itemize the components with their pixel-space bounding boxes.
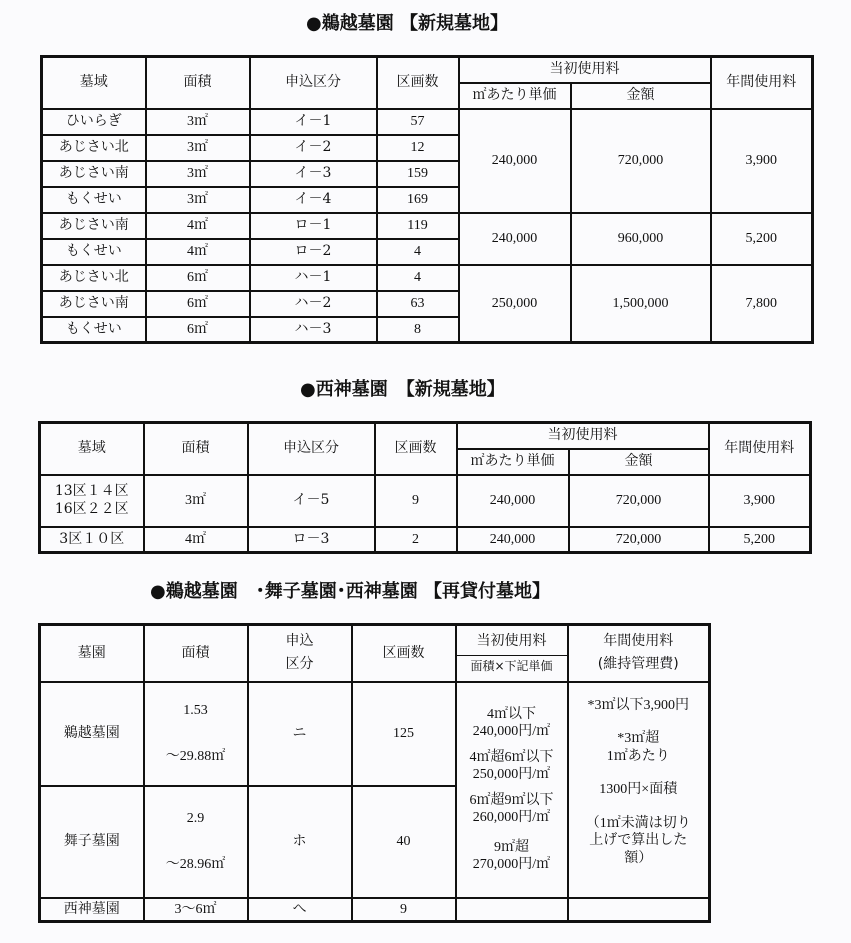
header-plots: 区画数 — [352, 625, 456, 682]
area-name-cell — [40, 475, 144, 527]
size-line: ～28.96㎡ — [165, 856, 226, 872]
size-line: ～29.88㎡ — [165, 748, 226, 764]
unit-price-list — [456, 682, 568, 898]
table-row — [40, 527, 811, 553]
annual-fee-cell: 7,800 — [711, 265, 813, 343]
section2-title: ●西神墓園 【新規墓地】 — [300, 379, 505, 400]
header-plots: 区画数 — [375, 423, 457, 475]
annual-fee-cell: 3,900 — [709, 475, 811, 527]
section1-title: ●鵜越墓園 【新規墓地】 — [306, 13, 508, 34]
area-name-cell: あじさい北 — [42, 265, 146, 291]
table-row — [40, 475, 811, 527]
plots-cell: 159 — [377, 161, 459, 187]
plots-cell: 8 — [377, 317, 459, 343]
size-cell: 4㎡ — [146, 213, 250, 239]
category-cell: イ－3 — [250, 161, 377, 187]
annual-note-line: 上げで算出した — [589, 833, 688, 848]
unit-price-value: 250,000円/㎡ — [472, 767, 551, 782]
area-name-cell: あじさい南 — [42, 291, 146, 317]
annual-note-line: *3㎡超 — [617, 731, 660, 746]
header-area-name: 墓域 — [40, 423, 144, 475]
table-row — [40, 682, 710, 786]
table-row — [42, 265, 813, 291]
category-cell: イ－2 — [250, 135, 377, 161]
annual-fee-cell: 3,900 — [711, 109, 813, 213]
plots-cell: 4 — [377, 265, 459, 291]
annual-note-line: 1㎡あたり — [606, 748, 670, 764]
plots-cell: 57 — [377, 109, 459, 135]
size-cell: 6㎡ — [146, 265, 250, 291]
cemetery-cell: 西神墓園 — [40, 898, 144, 922]
header-annual-fee — [568, 625, 710, 682]
header-category: 申込区分 — [250, 57, 377, 109]
header-category — [248, 625, 352, 682]
plots-cell: 9 — [352, 898, 456, 922]
header-category-line: 申込 — [285, 632, 314, 649]
category-cell: ホ — [248, 786, 352, 898]
table-row — [42, 109, 813, 135]
section1-table — [40, 55, 814, 344]
area-name-cell: もくせい — [42, 317, 146, 343]
size-cell: 3㎡ — [146, 109, 250, 135]
header-amount: 金額 — [569, 449, 709, 475]
area-name-line: 13区１４区 — [54, 483, 129, 499]
unit-price-cell: 250,000 — [459, 265, 571, 343]
area-name-cell: 3区１０区 — [40, 527, 144, 553]
size-cell: 6㎡ — [146, 317, 250, 343]
area-name-cell: あじさい南 — [42, 161, 146, 187]
header-area-name: 墓域 — [42, 57, 146, 109]
header-initial-fee: 当初使用料 — [457, 423, 709, 449]
area-name-line: 16区２２区 — [54, 500, 129, 517]
category-cell: ニ — [248, 682, 352, 786]
header-plots: 区画数 — [377, 57, 459, 109]
header-annual-fee: 年間使用料 — [709, 423, 811, 475]
header-annual-fee-line: 年間使用料 — [603, 632, 674, 649]
size-cell: 3㎡ — [144, 475, 248, 527]
header-cemetery: 墓園 — [40, 625, 144, 682]
unit-price-value: 260,000円/㎡ — [472, 810, 551, 825]
unit-price-condition: 4㎡以下 — [487, 706, 536, 722]
cemetery-cell: 鵜越墓園 — [40, 682, 144, 786]
category-cell: ロ－3 — [248, 527, 375, 553]
category-cell: ハ－1 — [250, 265, 377, 291]
unit-price-item — [457, 839, 567, 874]
size-cell: 3～6㎡ — [144, 898, 248, 922]
area-name-cell: あじさい南 — [42, 213, 146, 239]
section2-table — [38, 421, 812, 554]
area-name-cell: ひいらぎ — [42, 109, 146, 135]
annual-fee-cell: 5,200 — [711, 213, 813, 265]
area-name-cell: もくせい — [42, 187, 146, 213]
category-cell: ロ－1 — [250, 213, 377, 239]
plots-cell: 125 — [352, 682, 456, 786]
annual-note-line: *3㎡以下3,900円 — [587, 697, 689, 713]
size-cell: 4㎡ — [144, 527, 248, 553]
plots-cell: 2 — [375, 527, 457, 553]
size-cell — [144, 786, 248, 898]
empty-cell — [568, 898, 710, 922]
category-cell: へ — [248, 898, 352, 922]
unit-price-condition: 6㎡超9㎡以下 — [469, 792, 554, 808]
category-cell: イ－4 — [250, 187, 377, 213]
category-cell: イ－1 — [250, 109, 377, 135]
unit-price-condition: 4㎡超6㎡以下 — [469, 749, 554, 765]
size-cell: 3㎡ — [146, 187, 250, 213]
unit-price-item — [457, 706, 567, 741]
annual-note-line: 1300円×面積 — [599, 782, 678, 797]
header-unit-price: ㎡あたり単価 — [457, 449, 569, 475]
plots-cell: 4 — [377, 239, 459, 265]
amount-cell: 720,000 — [571, 109, 711, 213]
header-initial-fee-line: 当初使用料 — [476, 633, 547, 649]
area-name-cell: もくせい — [42, 239, 146, 265]
plots-cell: 9 — [375, 475, 457, 527]
size-cell: 3㎡ — [146, 135, 250, 161]
header-initial-fee — [456, 625, 568, 682]
plots-cell: 12 — [377, 135, 459, 161]
table-row — [42, 213, 813, 239]
cemetery-cell: 舞子墓園 — [40, 786, 144, 898]
annual-note-line: （1㎡未満は切り — [585, 815, 691, 831]
plots-cell: 40 — [352, 786, 456, 898]
annual-fee-cell: 5,200 — [709, 527, 811, 553]
size-line: 1.53 — [183, 703, 208, 718]
header-size: 面積 — [144, 625, 248, 682]
unit-price-value: 270,000円/㎡ — [472, 857, 551, 872]
unit-price-item — [457, 749, 567, 784]
table-row — [40, 898, 710, 922]
category-cell: ハ－2 — [250, 291, 377, 317]
amount-cell: 720,000 — [569, 527, 709, 553]
unit-price-cell: 240,000 — [457, 475, 569, 527]
header-size: 面積 — [144, 423, 248, 475]
header-initial-fee-sub: 面積×下記単価 — [457, 655, 567, 674]
area-name-cell: あじさい北 — [42, 135, 146, 161]
amount-cell: 960,000 — [571, 213, 711, 265]
unit-price-item — [457, 792, 567, 827]
plots-cell: 169 — [377, 187, 459, 213]
header-annual-fee-sub: (維持管理費) — [597, 656, 679, 673]
header-amount: 金額 — [571, 83, 711, 109]
unit-price-cell: 240,000 — [459, 109, 571, 213]
plots-cell: 119 — [377, 213, 459, 239]
header-annual-fee: 年間使用料 — [711, 57, 813, 109]
unit-price-cell: 240,000 — [457, 527, 569, 553]
annual-fee-notes — [568, 682, 710, 898]
section3-title: ●鵜越墓園 ･舞子墓園･西神墓園 【再貸付墓地】 — [150, 581, 550, 602]
unit-price-condition: 9㎡超 — [494, 839, 529, 855]
unit-price-value: 240,000円/㎡ — [472, 724, 551, 739]
amount-cell: 1,500,000 — [571, 265, 711, 343]
header-unit-price: ㎡あたり単価 — [459, 83, 571, 109]
category-cell: ロ－2 — [250, 239, 377, 265]
empty-cell — [456, 898, 568, 922]
header-category: 申込区分 — [248, 423, 375, 475]
category-cell: イ－5 — [248, 475, 375, 527]
plots-cell: 63 — [377, 291, 459, 317]
size-line: 2.9 — [186, 811, 205, 826]
category-cell: ハ－3 — [250, 317, 377, 343]
size-cell — [144, 682, 248, 786]
size-cell: 4㎡ — [146, 239, 250, 265]
section3-table — [38, 623, 711, 923]
header-category-line: 区分 — [285, 656, 314, 673]
size-cell: 6㎡ — [146, 291, 250, 317]
header-initial-fee: 当初使用料 — [459, 57, 711, 83]
amount-cell: 720,000 — [569, 475, 709, 527]
annual-note-line: 額） — [624, 850, 653, 866]
size-cell: 3㎡ — [146, 161, 250, 187]
unit-price-cell: 240,000 — [459, 213, 571, 265]
header-size: 面積 — [146, 57, 250, 109]
